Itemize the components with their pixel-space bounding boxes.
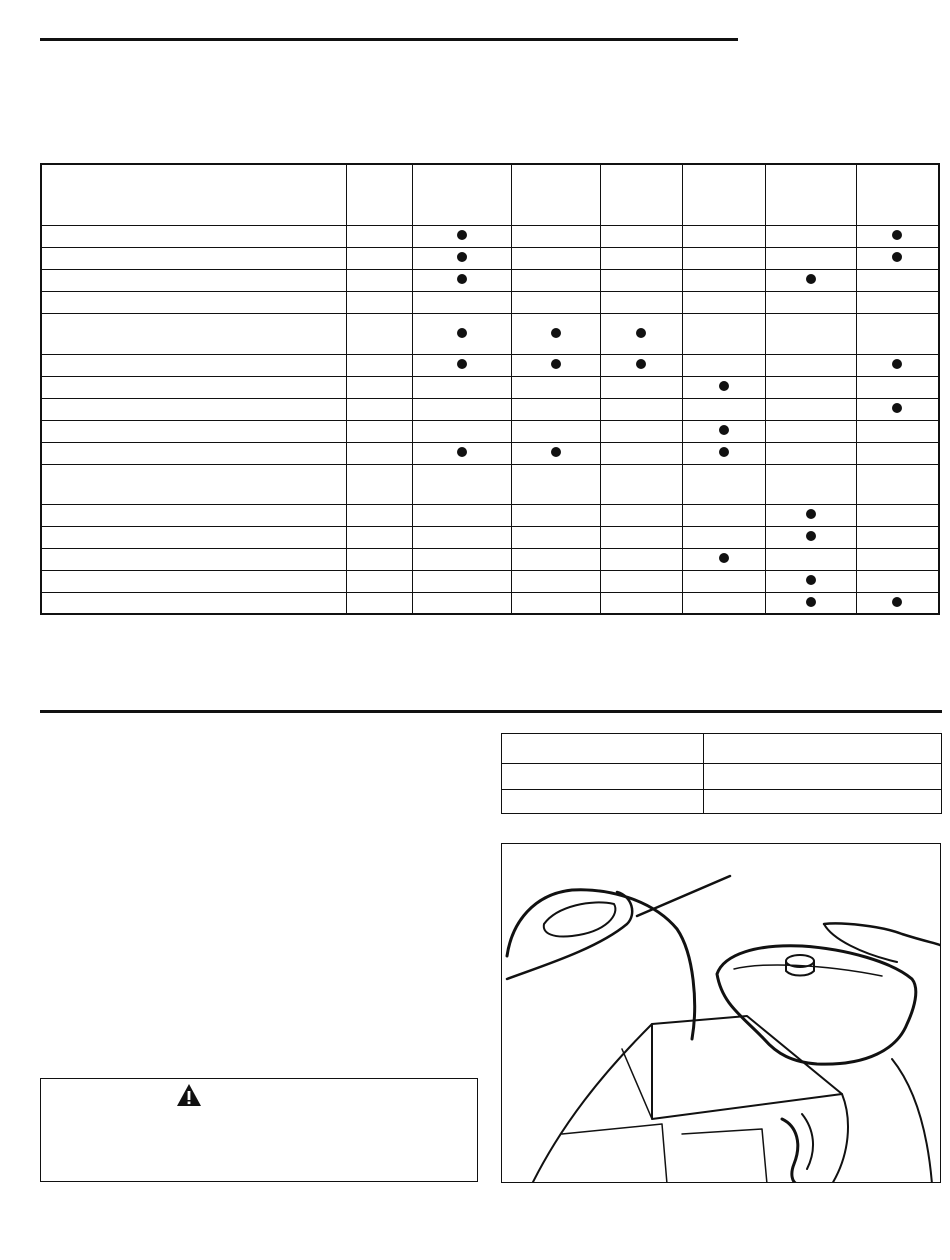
table-cell [856, 504, 939, 526]
table-row [41, 548, 939, 570]
table-row [41, 225, 939, 247]
table-cell [346, 291, 412, 313]
bullet-icon [892, 597, 902, 607]
table-cell [682, 398, 765, 420]
table-cell [600, 526, 682, 548]
table-cell [856, 420, 939, 442]
table-cell [41, 570, 346, 592]
table-cell [600, 225, 682, 247]
table-cell [511, 570, 600, 592]
table-cell [412, 464, 511, 504]
table-cell [412, 354, 511, 376]
table-row [41, 313, 939, 354]
table-cell [346, 247, 412, 269]
table-cell [511, 398, 600, 420]
table-cell [765, 548, 856, 570]
header-cell [346, 164, 412, 225]
table-cell [41, 291, 346, 313]
table-cell [41, 526, 346, 548]
table-cell [856, 398, 939, 420]
header-cell [682, 164, 765, 225]
specification-table [501, 733, 942, 814]
table-cell [41, 464, 346, 504]
table-cell [600, 398, 682, 420]
table-cell [600, 504, 682, 526]
table-cell [682, 376, 765, 398]
bullet-icon [719, 553, 729, 563]
table-cell [412, 398, 511, 420]
table-cell [346, 570, 412, 592]
table-cell [511, 526, 600, 548]
table-cell [765, 526, 856, 548]
table-cell [682, 548, 765, 570]
table-cell [346, 269, 412, 291]
table-cell [600, 247, 682, 269]
header-cell [511, 164, 600, 225]
table-cell [856, 225, 939, 247]
bullet-icon [457, 274, 467, 284]
table-cell [682, 354, 765, 376]
table-cell [856, 548, 939, 570]
table-cell [412, 526, 511, 548]
table-cell [856, 464, 939, 504]
table-cell [346, 376, 412, 398]
table-cell [412, 376, 511, 398]
table-cell [765, 592, 856, 614]
bullet-icon [551, 328, 561, 338]
table-cell [41, 247, 346, 269]
table-cell [511, 291, 600, 313]
table-cell [511, 354, 600, 376]
table-cell [41, 592, 346, 614]
table-row [41, 247, 939, 269]
table-cell [600, 592, 682, 614]
table-cell [346, 225, 412, 247]
table-cell [511, 464, 600, 504]
table-cell [682, 269, 765, 291]
warning-triangle-icon [176, 1083, 202, 1107]
bullet-icon [806, 575, 816, 585]
table-cell [600, 354, 682, 376]
bullet-icon [806, 531, 816, 541]
warning-box [40, 1078, 478, 1182]
table-cell [346, 548, 412, 570]
table-cell [856, 291, 939, 313]
spec-cell [502, 734, 704, 764]
bullet-icon [892, 403, 902, 413]
table-cell [682, 592, 765, 614]
table-row [41, 420, 939, 442]
bullet-icon [457, 252, 467, 262]
bullet-icon [719, 447, 729, 457]
table-cell [765, 313, 856, 354]
table-row [41, 269, 939, 291]
table-cell [856, 592, 939, 614]
table-cell [511, 376, 600, 398]
table-row [41, 376, 939, 398]
table-cell [412, 548, 511, 570]
top-rule [40, 38, 738, 41]
table-cell [682, 313, 765, 354]
bullet-icon [892, 359, 902, 369]
table-cell [856, 442, 939, 464]
header-cell [41, 164, 346, 225]
bullet-icon [551, 359, 561, 369]
table-cell [600, 570, 682, 592]
table-row [41, 526, 939, 548]
table-cell [41, 420, 346, 442]
bullet-icon [806, 597, 816, 607]
table-cell [856, 354, 939, 376]
table-row [41, 504, 939, 526]
table-cell [41, 354, 346, 376]
table-cell [412, 291, 511, 313]
table-cell [41, 225, 346, 247]
table-cell [346, 354, 412, 376]
table-cell [346, 592, 412, 614]
bullet-icon [457, 328, 467, 338]
table-cell [41, 548, 346, 570]
table-cell [600, 291, 682, 313]
bullet-icon [636, 328, 646, 338]
table-cell [765, 225, 856, 247]
table-cell [412, 442, 511, 464]
table-cell [511, 313, 600, 354]
table-cell [856, 570, 939, 592]
table-row [41, 592, 939, 614]
table-cell [511, 225, 600, 247]
table-cell [856, 313, 939, 354]
table-cell [765, 398, 856, 420]
table-cell [765, 376, 856, 398]
bullet-icon [806, 274, 816, 284]
table-cell [412, 313, 511, 354]
table-cell [511, 247, 600, 269]
table-cell [41, 398, 346, 420]
header-cell [600, 164, 682, 225]
table-cell [682, 291, 765, 313]
table-cell [511, 592, 600, 614]
table-cell [765, 247, 856, 269]
table-cell [346, 442, 412, 464]
table-cell [765, 464, 856, 504]
table-cell [346, 398, 412, 420]
table-cell [511, 548, 600, 570]
header-cell [765, 164, 856, 225]
table-cell [600, 442, 682, 464]
header-cell [412, 164, 511, 225]
table-cell [682, 420, 765, 442]
table-row [41, 442, 939, 464]
bullet-icon [719, 425, 729, 435]
bullet-icon [636, 359, 646, 369]
table-row [41, 354, 939, 376]
table-cell [682, 442, 765, 464]
table-cell [41, 269, 346, 291]
table-cell [682, 247, 765, 269]
table-cell [682, 570, 765, 592]
table-cell [600, 313, 682, 354]
maintenance-schedule-table [40, 163, 940, 615]
table-cell [682, 504, 765, 526]
spec-cell [502, 764, 704, 790]
table-cell [412, 247, 511, 269]
table-cell [856, 269, 939, 291]
seat-and-fuel-tank-illustration [501, 843, 941, 1183]
table-cell [600, 376, 682, 398]
table-cell [412, 504, 511, 526]
table-header-row [41, 164, 939, 225]
table-cell [41, 376, 346, 398]
table-cell [412, 225, 511, 247]
table-cell [856, 526, 939, 548]
table-cell [682, 526, 765, 548]
table-cell [600, 420, 682, 442]
spec-cell [704, 790, 942, 814]
table-cell [682, 464, 765, 504]
spec-cell [502, 790, 704, 814]
header-cell [856, 164, 939, 225]
table-row [41, 464, 939, 504]
table-cell [856, 376, 939, 398]
table-cell [765, 269, 856, 291]
table-cell [511, 442, 600, 464]
table-cell [600, 464, 682, 504]
table-cell [41, 504, 346, 526]
table-cell [765, 570, 856, 592]
table-cell [412, 420, 511, 442]
bullet-icon [551, 447, 561, 457]
table-cell [41, 313, 346, 354]
table-cell [765, 504, 856, 526]
bullet-icon [457, 359, 467, 369]
table-cell [600, 269, 682, 291]
table-row [41, 570, 939, 592]
section-rule [40, 710, 942, 713]
bullet-icon [457, 230, 467, 240]
bullet-icon [892, 230, 902, 240]
table-cell [346, 313, 412, 354]
table-cell [511, 420, 600, 442]
table-cell [765, 442, 856, 464]
bullet-icon [719, 381, 729, 391]
table-cell [346, 420, 412, 442]
table-cell [412, 570, 511, 592]
table-cell [346, 526, 412, 548]
table-cell [856, 247, 939, 269]
table-row [41, 291, 939, 313]
table-cell [682, 225, 765, 247]
table-cell [511, 269, 600, 291]
table-cell [765, 291, 856, 313]
bullet-icon [806, 509, 816, 519]
table-cell [511, 504, 600, 526]
table-cell [765, 420, 856, 442]
table-cell [412, 269, 511, 291]
table-cell [346, 504, 412, 526]
table-cell [765, 354, 856, 376]
spec-cell [704, 734, 942, 764]
bullet-icon [892, 252, 902, 262]
table-row [41, 398, 939, 420]
bullet-icon [457, 447, 467, 457]
table-cell [600, 548, 682, 570]
spec-cell [704, 764, 942, 790]
table-cell [41, 442, 346, 464]
table-cell [412, 592, 511, 614]
table-cell [346, 464, 412, 504]
